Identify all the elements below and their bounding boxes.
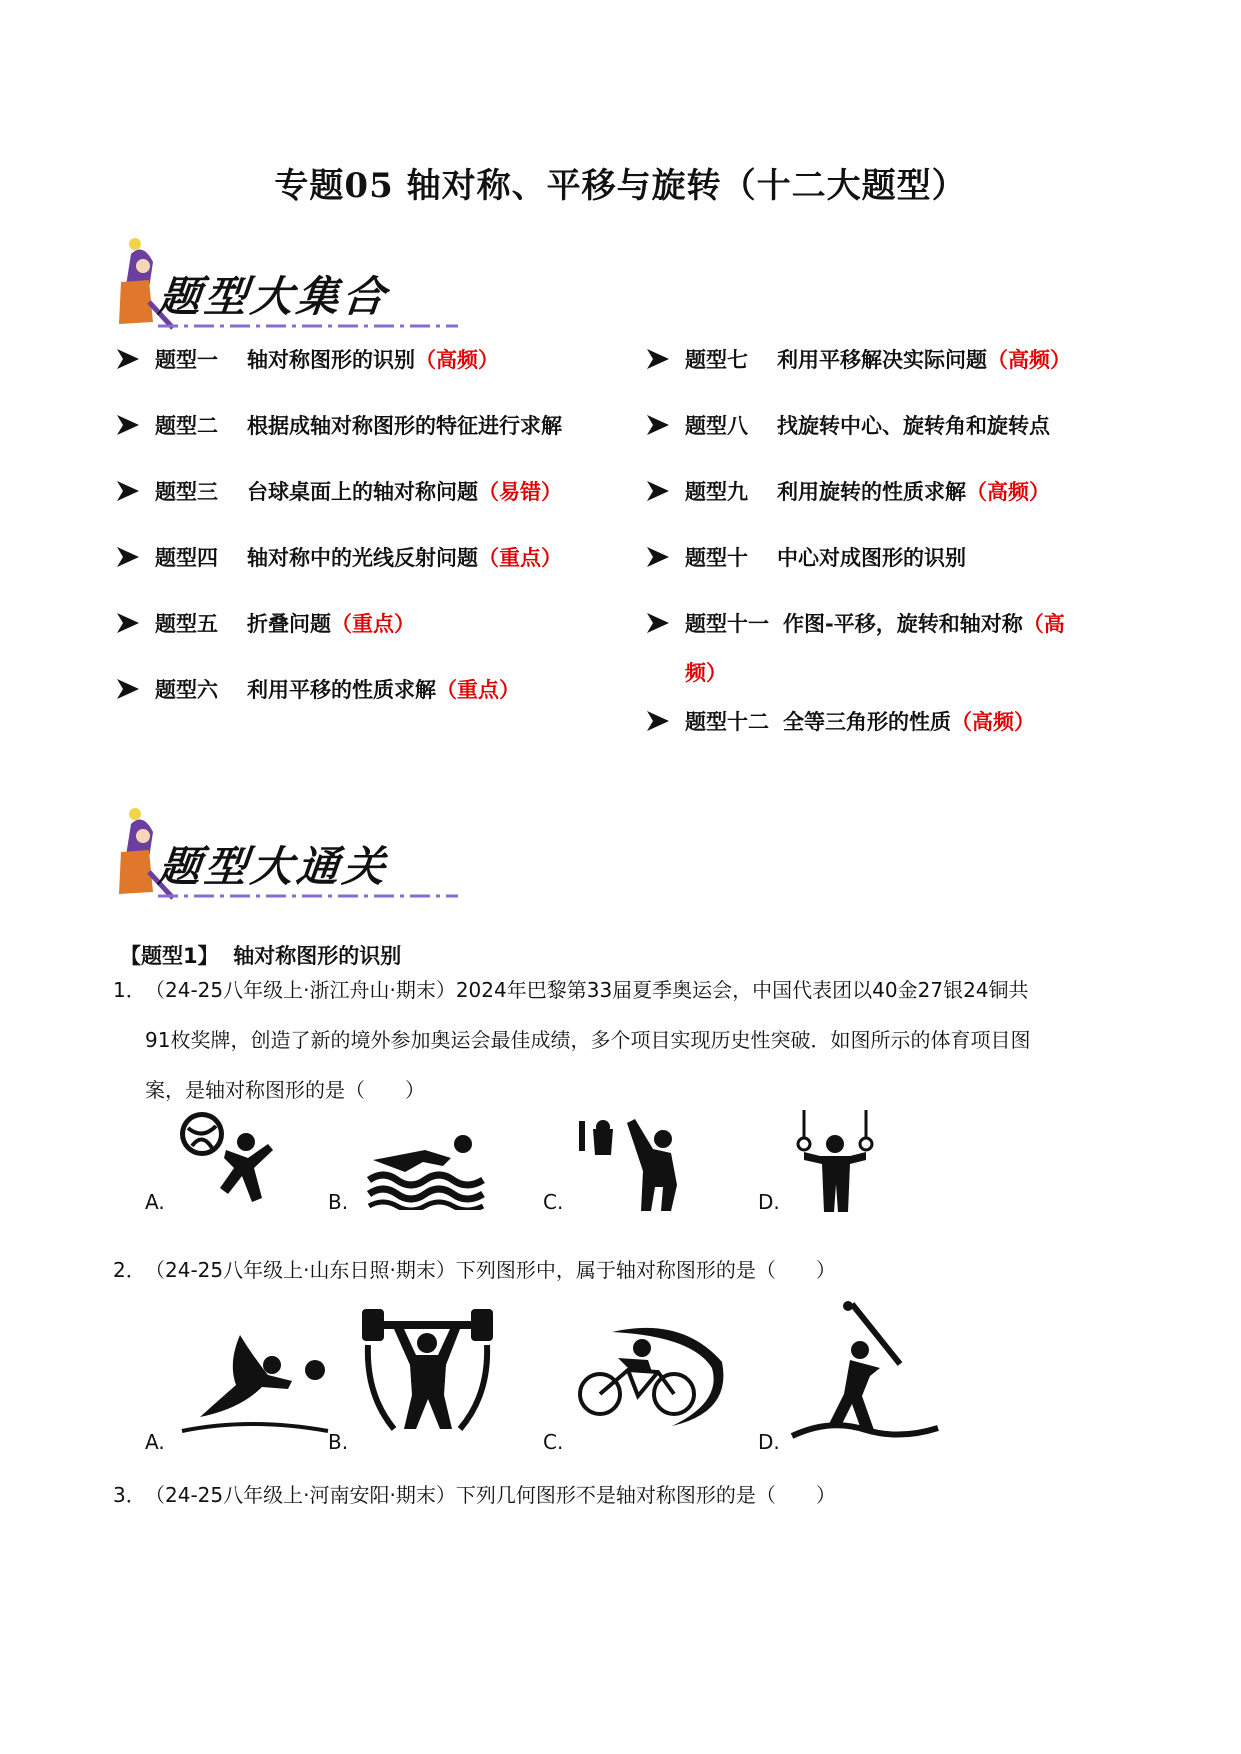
baseball-batter-icon[interactable] xyxy=(790,1300,940,1440)
volleyball-player-icon[interactable] xyxy=(178,1110,293,1215)
page-title: 专题05 轴对称、平移与旋转（十二大题型） xyxy=(274,166,967,206)
arrow-bullet-icon xyxy=(115,677,141,701)
toc-item-7[interactable]: 题型七 利用平移解决实际问题（高频） xyxy=(645,345,1071,375)
toc-item-11[interactable]: 题型十一 作图-平移，旋转和轴对称（高 xyxy=(645,609,1065,639)
banner-title: 题型大通关 xyxy=(156,842,392,891)
toc-item-6[interactable]: 题型六 利用平移的性质求解（重点） xyxy=(115,675,520,705)
question-1: 1．（24-25八年级上·浙江舟山·期末）2024年巴黎第33届夏季奥运会，中国代表团以40金27银24铜共 91枚奖牌，创造了新的境外参加奥运会最佳成绩，多个项目实现历史性突破．如图所示的体育项目图 案，是轴对称图形的是（ ） xyxy=(113,978,1031,1102)
question-2: 2．（24-25八年级上·山东日照·期末）下列图形中，属于轴对称图形的是（ ） xyxy=(113,1258,836,1282)
banner-underline xyxy=(158,322,458,330)
option-b[interactable]: B. xyxy=(328,1430,349,1454)
basketball-player-icon[interactable] xyxy=(575,1115,690,1215)
arrow-bullet-icon xyxy=(645,347,671,371)
arrow-bullet-icon xyxy=(645,611,671,635)
toc-item-12[interactable]: 题型十二 全等三角形的性质（高频） xyxy=(645,707,1035,737)
arrow-bullet-icon xyxy=(115,479,141,503)
toc-item-8[interactable]: 题型八 找旋转中心、旋转角和旋转点 xyxy=(645,411,1050,441)
toc-item-1[interactable]: 题型一 轴对称图形的识别（高频） xyxy=(115,345,499,375)
weightlifter-icon[interactable] xyxy=(360,1305,495,1435)
arrow-bullet-icon xyxy=(115,545,141,569)
arrow-bullet-icon xyxy=(115,413,141,437)
handball-player-icon[interactable] xyxy=(180,1325,330,1440)
option-a[interactable]: A. xyxy=(145,1430,165,1454)
option-c[interactable]: C. xyxy=(543,1430,564,1454)
banner-question-practice xyxy=(113,802,463,912)
banner-question-types xyxy=(113,232,463,342)
question-3: 3．（24-25八年级上·河南安阳·期末）下列几何图形不是轴对称图形的是（ ） xyxy=(113,1483,836,1507)
swimmer-icon[interactable] xyxy=(365,1130,490,1210)
arrow-bullet-icon xyxy=(115,347,141,371)
option-c[interactable]: C. xyxy=(543,1190,564,1214)
arrow-bullet-icon xyxy=(645,479,671,503)
option-d[interactable]: D. xyxy=(758,1190,780,1214)
toc-item-9[interactable]: 题型九 利用旋转的性质求解（高频） xyxy=(645,477,1050,507)
toc-item-2[interactable]: 题型二 根据成轴对称图形的特征进行求解 xyxy=(115,411,562,441)
option-b[interactable]: B. xyxy=(328,1190,349,1214)
cyclist-icon[interactable] xyxy=(572,1322,732,1432)
toc-item-10[interactable]: 题型十 中心对成图形的识别 xyxy=(645,543,966,573)
banner-underline xyxy=(158,892,458,900)
option-a[interactable]: A. xyxy=(145,1190,165,1214)
toc-item-5[interactable]: 题型五 折叠问题（重点） xyxy=(115,609,415,639)
arrow-bullet-icon xyxy=(115,611,141,635)
arrow-bullet-icon xyxy=(645,545,671,569)
gymnastics-rings-icon[interactable] xyxy=(790,1108,880,1218)
toc-item-3[interactable]: 题型三 台球桌面上的轴对称问题（易错） xyxy=(115,477,562,507)
banner-title: 题型大集合 xyxy=(156,272,392,321)
option-d[interactable]: D. xyxy=(758,1430,780,1454)
toc-item-11-tag-continued: 频） xyxy=(685,661,727,685)
toc-item-4[interactable]: 题型四 轴对称中的光线反射问题（重点） xyxy=(115,543,562,573)
arrow-bullet-icon xyxy=(645,709,671,733)
section-heading: 【题型1】 轴对称图形的识别 xyxy=(120,944,402,968)
arrow-bullet-icon xyxy=(645,413,671,437)
